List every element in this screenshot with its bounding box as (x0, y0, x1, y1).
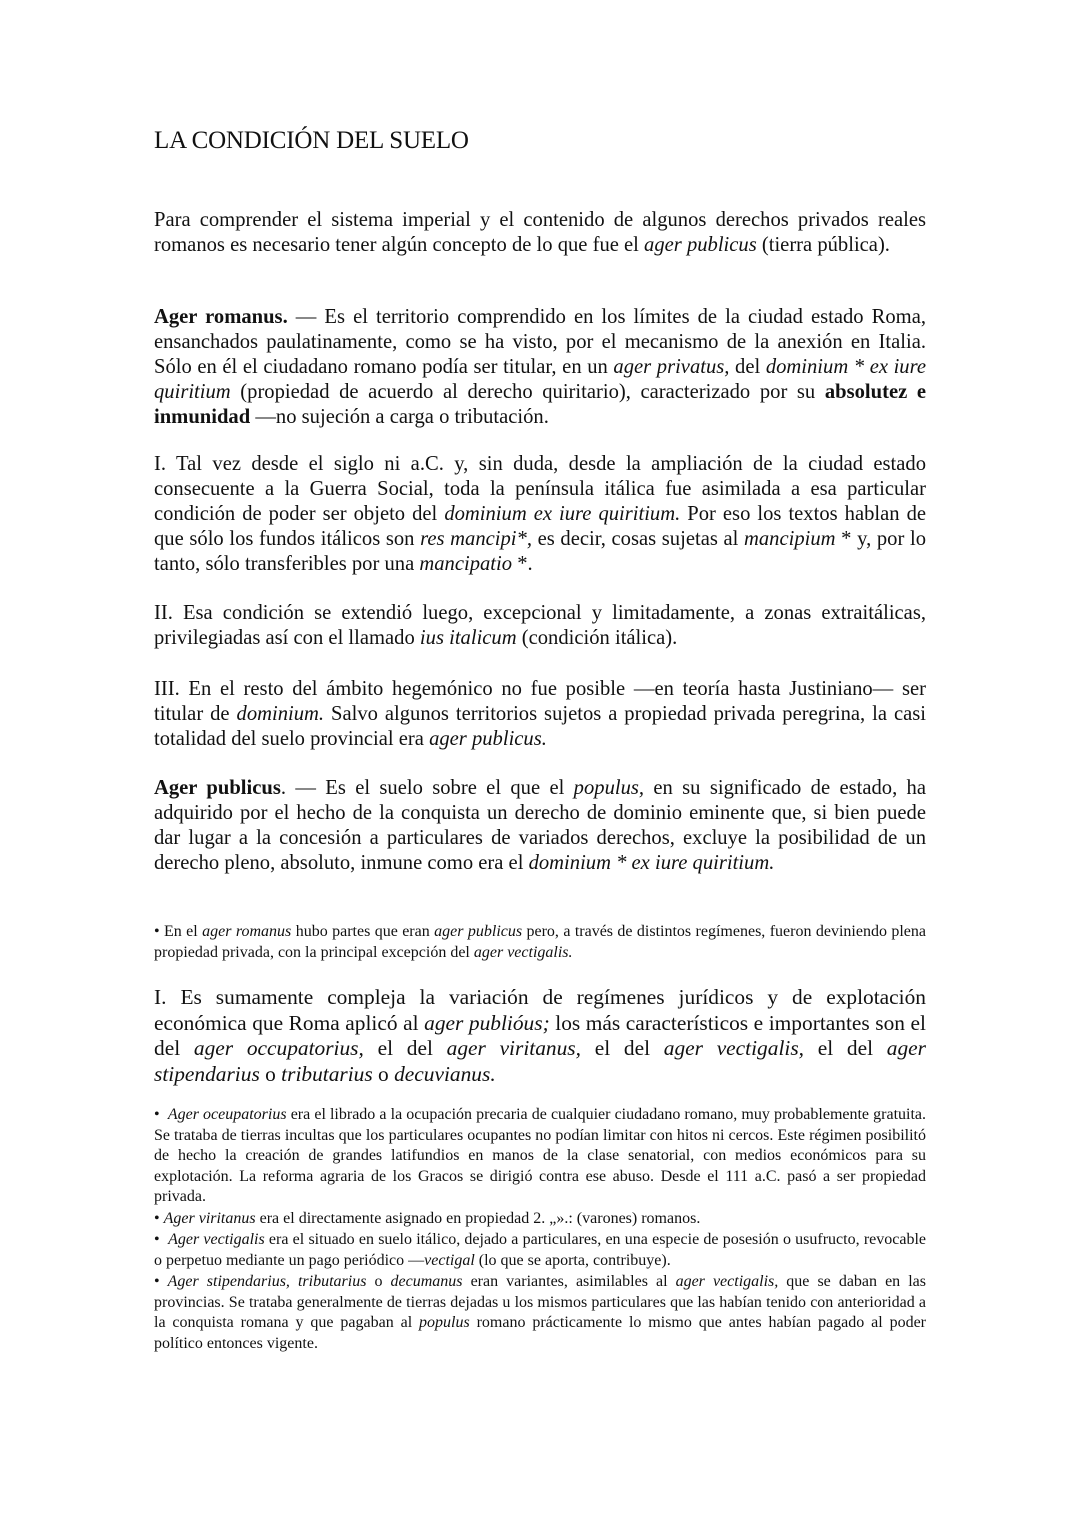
text: que se daban en las provincias. Se trataba generalmente de tierras dejadas u los mismos particulares que las habían tenido con anterioridad a la conquista romana y que pagaban al (154, 1273, 926, 1332)
text: . — Es el suelo sobre el que el (280, 777, 574, 799)
bullet-icon: • (154, 1231, 160, 1248)
italic-term: vectigal (424, 1251, 475, 1269)
note-ager-vectigalis (154, 1230, 926, 1271)
italic-term: dominium ex iure quiritium. (444, 503, 681, 525)
point-i-paragraph (154, 452, 926, 577)
text: o (259, 1061, 282, 1086)
text: Para comprender el sistema imperial y el contenido de algunos derechos privados reales romanos es necesario tener algún concepto de lo que fue el (154, 209, 926, 256)
italic-term: populus (419, 1314, 470, 1332)
text: (propiedad de acuerdo al derecho quiritario), caracterizado por su (230, 381, 825, 403)
text: o (366, 1273, 391, 1290)
text: en su significado de estado, ha adquirido por el hecho de la conquista un derecho de dominio eminente que, si bien puede dar lugar a la concesión a particulares de variados derechos, excluye la posibilidad de un derecho pleno, absoluto, inmune como era el (154, 777, 926, 874)
text: *. (512, 553, 533, 575)
text: En el (159, 923, 203, 940)
text: Por eso los textos hablan de que sólo los fundos itálicos son (154, 503, 927, 550)
text: el del (363, 1036, 447, 1060)
text: * y, por lo tanto, sólo transferibles por una (154, 528, 926, 575)
text: I. Es sumamente compleja la variación de regímenes jurídicos y de explotación económica que Roma aplicó al (154, 985, 926, 1035)
italic-term: dominium. (236, 703, 325, 725)
note-ager-occupatorius (154, 1105, 926, 1208)
text: pero, a través de distintos regímenes, fueron deviniendo plena propiedad privada, con la principal excepción del (154, 923, 927, 961)
text: era el librado a la ocupación precaria de cualquier ciudadano romano, muy probablemente gratuita. Se trataba de tierras incultas que los particulares ocupantes no podían limitar con hitos ni cercos. Este régimen posibilitó de hecho la creación de grandes latifundios en manos de la clase senatorial, con medios económicos para su explotación. La reforma agraria de los Gracos se dirigió contra ese abuso. Desde el 111 a.C. pasó a ser propiedad privada. (154, 1106, 927, 1206)
point-ii-paragraph (154, 601, 926, 651)
note-ager-stipendarius (154, 1272, 926, 1354)
italic-term: populus, (573, 777, 645, 799)
italic-term: ager vectigalis, (663, 1036, 805, 1060)
italic-term: Ager viritanus (163, 1210, 256, 1227)
italic-term: ager publicus (644, 234, 757, 256)
intro-paragraph (154, 208, 926, 258)
text: los más característicos e importantes son el del (154, 1010, 926, 1060)
italic-term: ager romanus (202, 923, 292, 940)
italic-term: ager publicus (434, 923, 523, 940)
text: es decir, cosas sujetas al (531, 528, 745, 550)
section-heading: Ager romanus. (154, 306, 288, 328)
text: (lo que se aporta, contribuye). (474, 1251, 671, 1269)
text: I. Tal vez desde el siglo ni a.C. y, sin duda, desde la ampliación de la ciudad estado consecuente a la Guerra Social, toda la península itálica fue asimilada a esa particular condición de poder ser objeto del (154, 453, 926, 525)
ager-romanus-paragraph (154, 305, 926, 430)
text: (condición itálica). (516, 627, 678, 649)
point-i-regimes-paragraph (154, 985, 926, 1087)
italic-term: Ager stipendarius, tributarius (167, 1273, 367, 1290)
bold-term: absolutez e inmunidad (154, 381, 926, 428)
italic-term: mancipium (744, 528, 836, 550)
italic-term: ager vectigalis. (473, 943, 573, 961)
bullet-icon: • (154, 1210, 160, 1227)
text: II. Esa condición se extendió luego, excepcional y limitadamente, a zonas extraitálicas, privilegiadas así con el llamado (154, 602, 926, 649)
italic-term: Ager vectigalis (168, 1231, 265, 1248)
text: —no sujeción a carga o tributación. (250, 406, 549, 428)
text: III. En el resto del ámbito hegemónico no fue posible —en teoría hasta Justiniano— ser titular de (154, 678, 926, 725)
text: era el directamente asignado en propiedad 2. „».: (varones) romanos. (255, 1210, 701, 1227)
bullet-icon: • (154, 1273, 160, 1290)
text: eran variantes, asimilables al (462, 1273, 676, 1290)
italic-term: mancipatio (419, 553, 513, 575)
italic-term: ius italicum (419, 627, 517, 649)
italic-term: ager stipendarius (154, 1036, 926, 1086)
text: — Es el territorio comprendido en los límites de la ciudad estado Roma, ensanchados paulatinamente, como se ha visto, por el mecanismo de la anexión en Italia. Sólo en él el ciudadano romano podía ser titular, en un (154, 306, 926, 378)
italic-term: res mancipi*, (420, 528, 532, 550)
note-ager-viritanus (154, 1209, 926, 1230)
text: era el situado en suelo itálico, dejado a particulares, en una especie de posesión o usufructo, revocable o perpetuo mediante un pago periódico — (154, 1231, 926, 1269)
bullet-icon: • (154, 923, 160, 940)
text: del (729, 356, 766, 378)
note-ager-romanus (154, 922, 926, 963)
page-title: LA CONDICIÓN DEL SUELO (154, 127, 469, 154)
text: (tierra pública). (756, 234, 890, 256)
ager-publicus-paragraph (154, 776, 926, 876)
section-heading: Ager publicus (154, 777, 281, 799)
text: el del (804, 1036, 887, 1060)
text: o (372, 1061, 395, 1086)
italic-term: ager vectigalis, (675, 1273, 779, 1290)
italic-term: tributarius (281, 1061, 373, 1086)
italic-term: ager privatus, (613, 356, 730, 378)
italic-term: dominium * ex iure quiritium (154, 356, 926, 403)
italic-term: Ager oceupatorius (167, 1106, 287, 1123)
italic-term: dominium * ex iure quiritium. (528, 852, 775, 874)
point-iii-paragraph (154, 677, 926, 752)
bullet-icon: • (154, 1106, 160, 1123)
text: Salvo algunos territorios sujetos a propiedad privada peregrina, la casi totalidad del suelo provincial era (154, 703, 926, 750)
italic-term: ager viritanus, (446, 1036, 581, 1060)
text: el del (580, 1036, 664, 1060)
italic-term: ager occupatorius, (193, 1036, 364, 1060)
text: hubo partes que eran (291, 923, 435, 940)
italic-term: decuvianus. (394, 1061, 496, 1086)
italic-term: ager publicus. (429, 728, 547, 750)
italic-term: ager publióus; (424, 1010, 550, 1035)
text: romano prácticamente lo mismo que antes habían pagado al poder político entonces vigente. (154, 1314, 927, 1352)
italic-term: decumanus (390, 1273, 463, 1290)
